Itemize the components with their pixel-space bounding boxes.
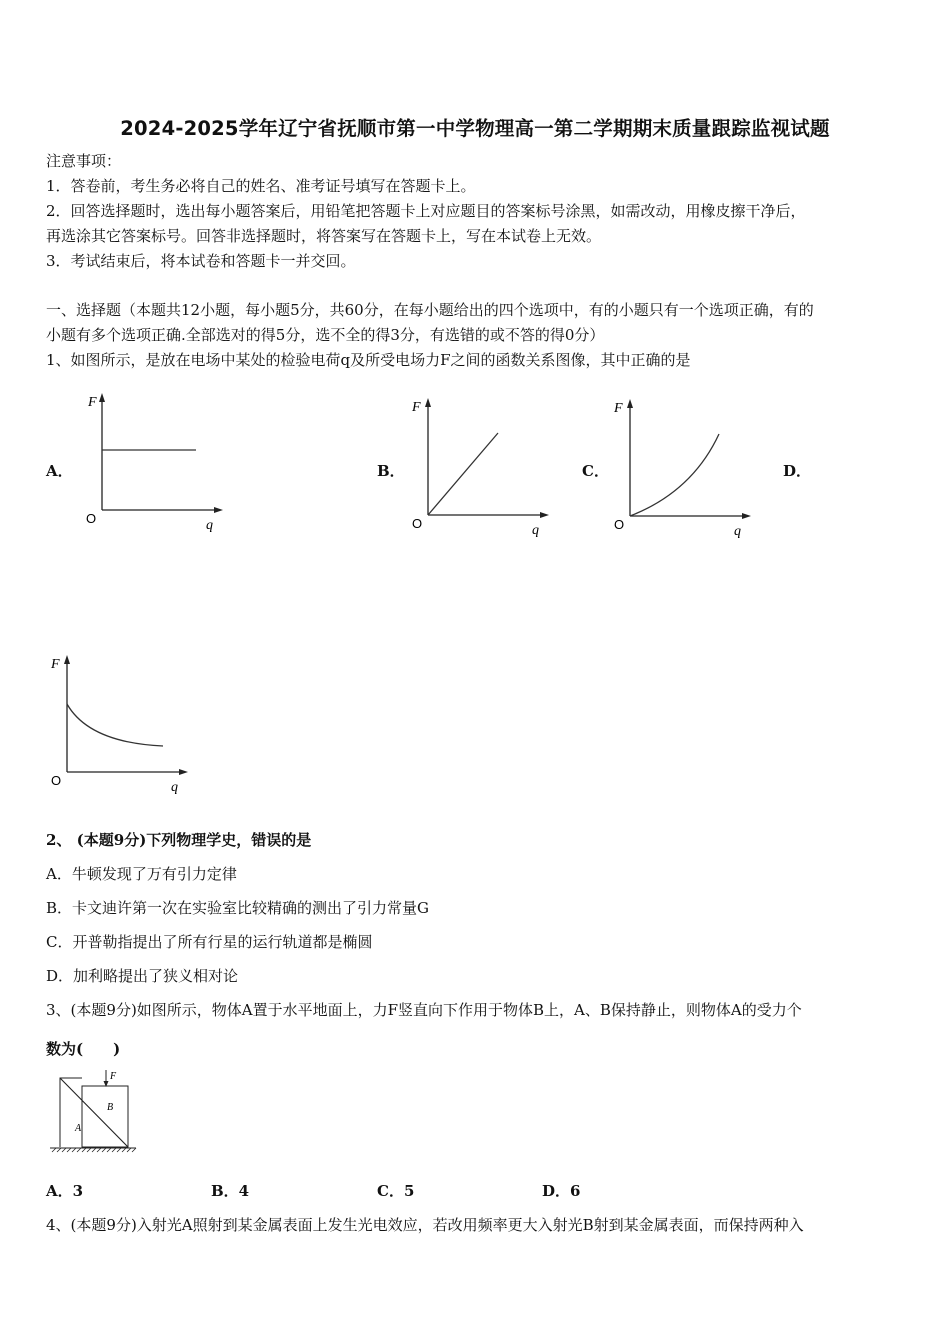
q2-option-d: D．加利略提出了狭义相对论 bbox=[46, 967, 239, 985]
graph-b-origin: O bbox=[412, 516, 423, 531]
page-title: 2024-2025学年辽宁省抚顺市第一中学物理高一第二学期期末质量跟踪监视试题 bbox=[120, 117, 830, 140]
q3-block-a-label: A bbox=[75, 1123, 82, 1134]
notice-item-3: 3．考试结束后，将本试卷和答题卡一并交回。 bbox=[46, 252, 356, 270]
graph-a-x-label: q bbox=[206, 518, 213, 533]
q3-block-b-label: B bbox=[107, 1102, 114, 1113]
q3-figure bbox=[44, 1068, 144, 1162]
q3-option-c: C．5 bbox=[377, 1182, 415, 1200]
question-4-stem: 4、(本题9分)入射光A照射到某金属表面上发生光电效应，若改用频率更大入射光B射到某金属表面，而保持两种入 bbox=[46, 1216, 804, 1234]
graph-d-y-label: F bbox=[51, 657, 60, 672]
q3-option-b: B．4 bbox=[211, 1182, 250, 1200]
q1-option-a-label: A． bbox=[46, 462, 73, 480]
section-1-intro-line2: 小题有多个选项正确.全部选对的得5分，选不全的得3分，有选错的或不答的得0分） bbox=[46, 326, 605, 344]
graph-c-origin: O bbox=[614, 517, 625, 532]
section-1-intro-line1: 一、选择题（本题共12小题，每小题5分，共60分，在每小题给出的四个选项中，有的小题只有一个选项正确，有的 bbox=[46, 301, 814, 319]
notice-item-2-cont: 再选涂其它答案标号。回答非选择题时，将答案写在答题卡上，写在本试卷上无效。 bbox=[46, 227, 602, 245]
graph-c-y-label: F bbox=[614, 401, 623, 416]
question-1-stem: 1、如图所示，是放在电场中某处的检验电荷q及所受电场力F之间的函数关系图像，其中正确的是 bbox=[46, 351, 691, 369]
graph-d-x-label: q bbox=[171, 780, 178, 795]
graph-c-x-label: q bbox=[734, 524, 741, 539]
q1-option-b-label: B． bbox=[377, 462, 405, 480]
q1-graph-a bbox=[84, 390, 224, 540]
q2-option-c: C．开普勒指提出了所有行星的运行轨道都是椭圆 bbox=[46, 933, 373, 951]
q1-graph-d bbox=[49, 652, 189, 802]
notice-item-1: 1．答卷前，考生务必将自己的姓名、准考证号填写在答题卡上。 bbox=[46, 177, 476, 195]
graph-b-x-label: q bbox=[532, 523, 539, 538]
question-3-stem-line1: 3、(本题9分)如图所示，物体A置于水平地面上，力F竖直向下作用于物体B上，A、B保持静止，则物体A的受力个 bbox=[46, 1001, 802, 1019]
q2-option-a: A．牛顿发现了万有引力定律 bbox=[46, 865, 237, 883]
q2-option-b: B．卡文迪许第一次在实验室比较精确的测出了引力常量G bbox=[46, 899, 430, 917]
graph-a-y-label: F bbox=[88, 395, 97, 410]
q3-option-d: D．6 bbox=[542, 1182, 581, 1200]
q1-graph-b bbox=[410, 395, 550, 545]
q3-option-a: A．3 bbox=[46, 1182, 84, 1200]
notice-heading: 注意事项： bbox=[46, 152, 122, 170]
graph-a-origin: O bbox=[86, 511, 97, 526]
notice-item-2: 2．回答选择题时，选出每小题答案后，用铅笔把答题卡上对应题目的答案标号涂黑，如需改动，用橡皮擦干净后， bbox=[46, 202, 806, 220]
q1-option-c-label: C． bbox=[582, 462, 609, 480]
graph-d-origin: O bbox=[51, 773, 62, 788]
question-2-stem: 2、 (本题9分)下列物理学史，错误的是 bbox=[46, 831, 312, 849]
question-3-stem-line2: 数为( ) bbox=[46, 1040, 121, 1058]
q1-graph-c bbox=[612, 396, 752, 546]
q1-option-d-label: D． bbox=[783, 462, 812, 480]
q3-force-label: F bbox=[110, 1071, 117, 1082]
graph-b-y-label: F bbox=[412, 400, 421, 415]
